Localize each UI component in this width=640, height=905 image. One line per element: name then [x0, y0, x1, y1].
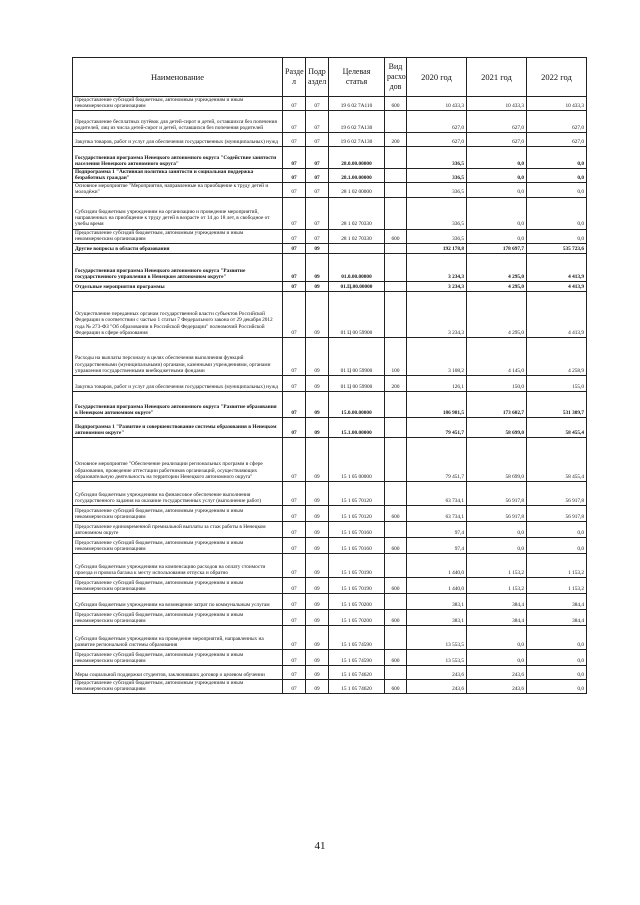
cell-2022: 0,0	[527, 537, 587, 553]
cell-2020: 336,5	[407, 197, 467, 229]
cell-2022: 0,0	[527, 147, 587, 169]
cell-2020: 192 178,8	[407, 243, 467, 253]
cell-subsection: 09	[306, 437, 329, 481]
cell-2021: 627,0	[467, 111, 527, 133]
cell-2022: 4 413,9	[527, 281, 587, 291]
cell-section: 07	[283, 505, 306, 521]
cell-target-article: 15.1.00.00000	[329, 417, 385, 437]
cell-2021: 0,0	[467, 649, 527, 665]
cell-subsection: 09	[306, 625, 329, 649]
cell-2021: 0,0	[467, 183, 527, 197]
cell-2021: 56 917,8	[467, 481, 527, 505]
header-year-2022: 2022 год	[527, 58, 587, 97]
cell-expense-type	[385, 281, 407, 291]
cell-subsection: 09	[306, 553, 329, 577]
cell-section: 07	[283, 243, 306, 253]
cell-target-article	[329, 243, 385, 253]
cell-expense-type	[385, 291, 407, 337]
cell-name: Предоставление субсидий бюджетным, автономным учреждениям и иным некоммерческим организациям	[73, 609, 283, 625]
cell-2022: 0,0	[527, 169, 587, 183]
cell-expense-type: 600	[385, 679, 407, 693]
cell-2022: 155,0	[527, 375, 587, 391]
cell-name: Предоставление единовременной премиальной выплаты за стаж работы в Ненецком автономном округе	[73, 521, 283, 537]
cell-subsection: 09	[306, 391, 329, 417]
cell-2021: 4 295,0	[467, 281, 527, 291]
cell-2022: 0,0	[527, 183, 587, 197]
cell-2020: 336,5	[407, 183, 467, 197]
cell-2020: 1 440,0	[407, 577, 467, 593]
table-row	[73, 593, 587, 609]
cell-2020: 97,4	[407, 537, 467, 553]
cell-expense-type	[385, 665, 407, 679]
cell-expense-type: 600	[385, 229, 407, 243]
cell-target-article: 01.Ц.00.00000	[329, 281, 385, 291]
cell-2021: 243,6	[467, 679, 527, 693]
cell-2020: 79 451,7	[407, 437, 467, 481]
cell-2020: 336,5	[407, 147, 467, 169]
budget-page	[72, 57, 586, 694]
cell-expense-type: 600	[385, 609, 407, 625]
cell-name: Основное мероприятие "Обеспечение реализации региональных программ в сфере образования, проведение аттестации работников организаций, осуществляющих образовательную деятельность на территории Ненецкого автономного округа"	[73, 437, 283, 481]
cell-section: 07	[283, 553, 306, 577]
cell-name: Государственная программа Ненецкого автономного округа "Развитие государственного управления в Ненецком автономном округе"	[73, 253, 283, 281]
cell-subsection: 09	[306, 375, 329, 391]
cell-2021: 0,0	[467, 537, 527, 553]
header-section: Разде л	[283, 58, 306, 97]
cell-expense-type	[385, 521, 407, 537]
cell-target-article: 15 1 05 74620	[329, 665, 385, 679]
cell-section: 07	[283, 111, 306, 133]
cell-subsection: 07	[306, 169, 329, 183]
cell-2020: 383,1	[407, 609, 467, 625]
cell-expense-type: 600	[385, 577, 407, 593]
cell-2021: 627,0	[467, 133, 527, 147]
table-row	[73, 197, 587, 229]
cell-2021: 384,4	[467, 609, 527, 625]
cell-subsection: 09	[306, 337, 329, 375]
cell-expense-type	[385, 243, 407, 253]
cell-subsection: 09	[306, 505, 329, 521]
cell-subsection: 07	[306, 133, 329, 147]
cell-subsection: 07	[306, 197, 329, 229]
cell-2022: 58 455,4	[527, 437, 587, 481]
cell-expense-type	[385, 169, 407, 183]
cell-name: Меры социальной поддержки студентов, заключивших договор о целевом обучении	[73, 665, 283, 679]
cell-target-article: 28 1 02 70330	[329, 229, 385, 243]
cell-2022: 0,0	[527, 625, 587, 649]
table-row	[73, 609, 587, 625]
cell-name: Подпрограмма 1 "Развитие и совершенствование системы образования в Ненецком автономном округе"	[73, 417, 283, 437]
cell-name: Субсидии бюджетным учреждениям на компенсацию расходов на оплату стоимости проезда и провоза багажа к месту использования отпуска и обратно	[73, 553, 283, 577]
cell-2022: 535 723,6	[527, 243, 587, 253]
cell-2020: 3 234,3	[407, 291, 467, 337]
cell-section: 07	[283, 593, 306, 609]
cell-expense-type	[385, 593, 407, 609]
cell-subsection: 09	[306, 243, 329, 253]
cell-2020: 79 451,7	[407, 417, 467, 437]
cell-section: 07	[283, 577, 306, 593]
cell-2022: 627,0	[527, 111, 587, 133]
cell-section: 07	[283, 665, 306, 679]
cell-subsection: 09	[306, 253, 329, 281]
cell-section: 07	[283, 609, 306, 625]
cell-expense-type	[385, 183, 407, 197]
table-row	[73, 229, 587, 243]
cell-2022: 531 309,7	[527, 391, 587, 417]
table-row	[73, 243, 587, 253]
cell-2021: 0,0	[467, 521, 527, 537]
cell-subsection: 09	[306, 537, 329, 553]
cell-2020: 3 108,2	[407, 337, 467, 375]
cell-name: Предоставление субсидий бюджетным, автономным учреждениям и иным некоммерческим организациям	[73, 649, 283, 665]
cell-2022: 4 413,9	[527, 291, 587, 337]
cell-2021: 4 145,0	[467, 337, 527, 375]
cell-2021: 4 295,0	[467, 291, 527, 337]
cell-name: Субсидии бюджетным учреждениям на возмещение затрат по коммунальным услугам	[73, 593, 283, 609]
cell-2020: 186 981,5	[407, 391, 467, 417]
cell-2021: 4 295,0	[467, 253, 527, 281]
cell-subsection: 07	[306, 229, 329, 243]
cell-section: 07	[283, 417, 306, 437]
cell-section: 07	[283, 337, 306, 375]
cell-expense-type	[385, 391, 407, 417]
cell-name: Закупка товаров, работ и услуг для обеспечения государственных (муниципальных) нужд	[73, 375, 283, 391]
cell-name: Основное мероприятие "Мероприятия, направленные на приобщение к труду детей и молодёжи"	[73, 183, 283, 197]
cell-2022: 56 917,8	[527, 481, 587, 505]
cell-2021: 10 433,3	[467, 97, 527, 111]
cell-section: 07	[283, 679, 306, 693]
cell-2020: 63 734,1	[407, 481, 467, 505]
cell-2020: 63 734,1	[407, 505, 467, 521]
cell-name: Предоставление бесплатных путёвок для детей-сирот и детей, оставшихся без попечения родителей, лиц из числа детей-сирот и детей, оставшихся без попечения родителей	[73, 111, 283, 133]
cell-name: Предоставление субсидий бюджетным, автономным учреждениям и иным некоммерческим организациям	[73, 229, 283, 243]
table-row	[73, 133, 587, 147]
cell-2021: 150,0	[467, 375, 527, 391]
cell-target-article: 28.0.00.00000	[329, 147, 385, 169]
cell-name: Субсидии бюджетным учреждениям на финансовое обеспечение выполнения государственного задания на оказание государственных услуг (выполнение работ)	[73, 481, 283, 505]
table-row	[73, 481, 587, 505]
cell-subsection: 09	[306, 291, 329, 337]
cell-name: Предоставление субсидий бюджетным, автономным учреждениям и иным некоммерческим организациям	[73, 537, 283, 553]
cell-2022: 4 258,9	[527, 337, 587, 375]
header-name: Наименование	[73, 58, 283, 97]
cell-subsection: 07	[306, 183, 329, 197]
cell-expense-type: 200	[385, 133, 407, 147]
cell-expense-type: 600	[385, 537, 407, 553]
cell-section: 07	[283, 169, 306, 183]
cell-subsection: 07	[306, 111, 329, 133]
header-year-2021: 2021 год	[467, 58, 527, 97]
table-row	[73, 553, 587, 577]
cell-target-article: 15 1 05 70160	[329, 537, 385, 553]
cell-2022: 384,4	[527, 593, 587, 609]
cell-target-article: 01.0.00.00000	[329, 253, 385, 281]
cell-name: Субсидии бюджетным учреждениям на организацию и проведение мероприятий, направленных на приобщение к труду детей в возрасте от 14 до 18 лет, в свободное от учебы время	[73, 197, 283, 229]
cell-2022: 0,0	[527, 197, 587, 229]
cell-2020: 1 440,0	[407, 553, 467, 577]
cell-target-article: 15 1 05 74620	[329, 679, 385, 693]
cell-target-article: 19 6 02 7А130	[329, 133, 385, 147]
cell-target-article: 15 1 05 70200	[329, 609, 385, 625]
cell-2021: 58 699,0	[467, 437, 527, 481]
cell-target-article: 15 1 05 70190	[329, 577, 385, 593]
cell-target-article: 15 1 05 70190	[329, 553, 385, 577]
cell-target-article: 15 1 05 70120	[329, 505, 385, 521]
header-expense-type: Вид расхо дов	[385, 58, 407, 97]
cell-expense-type	[385, 553, 407, 577]
cell-section: 07	[283, 183, 306, 197]
cell-2022: 0,0	[527, 665, 587, 679]
cell-2022: 384,4	[527, 609, 587, 625]
cell-subsection: 09	[306, 665, 329, 679]
cell-expense-type: 600	[385, 97, 407, 111]
table-row	[73, 437, 587, 481]
cell-2020: 3 234,3	[407, 253, 467, 281]
table-row	[73, 521, 587, 537]
cell-section: 07	[283, 197, 306, 229]
cell-target-article: 15 1 05 70160	[329, 521, 385, 537]
cell-target-article: 28.1.00.00000	[329, 169, 385, 183]
page-number: 41	[314, 840, 326, 852]
cell-target-article: 15 1 05 74590	[329, 649, 385, 665]
cell-name: Закупка товаров, работ и услуг для обеспечения государственных (муниципальных) нужд	[73, 133, 283, 147]
cell-2021: 243,6	[467, 665, 527, 679]
budget-table	[72, 57, 587, 694]
cell-target-article: 28 1 02 70330	[329, 197, 385, 229]
table-row	[73, 147, 587, 169]
cell-target-article: 15 1 05 00000	[329, 437, 385, 481]
cell-target-article: 15 1 05 70200	[329, 593, 385, 609]
cell-2021: 0,0	[467, 147, 527, 169]
cell-name: Предоставление субсидий бюджетным, автономным учреждениям и иным некоммерческим организациям	[73, 505, 283, 521]
cell-section: 07	[283, 97, 306, 111]
cell-2022: 0,0	[527, 679, 587, 693]
table-row	[73, 111, 587, 133]
table-row	[73, 375, 587, 391]
cell-subsection: 07	[306, 97, 329, 111]
cell-2021: 56 917,8	[467, 505, 527, 521]
cell-2021: 1 153,2	[467, 577, 527, 593]
cell-target-article: 01 Ц 00 59900	[329, 337, 385, 375]
table-row	[73, 537, 587, 553]
table-row	[73, 505, 587, 521]
cell-section: 07	[283, 537, 306, 553]
cell-2021: 384,4	[467, 593, 527, 609]
cell-name: Расходы на выплаты персоналу в целях обеспечения выполнения функций государственными (муниципальными) органами, казенными учреждениями, органами управления государственными внебюджетными фондами	[73, 337, 283, 375]
cell-name: Государственная программа Ненецкого автономного округа "Развитие образования в Ненецком автономном округе"	[73, 391, 283, 417]
cell-2021: 1 153,2	[467, 553, 527, 577]
cell-section: 07	[283, 521, 306, 537]
cell-subsection: 09	[306, 521, 329, 537]
cell-2022: 0,0	[527, 521, 587, 537]
table-row	[73, 417, 587, 437]
cell-expense-type: 600	[385, 505, 407, 521]
cell-2021: 0,0	[467, 229, 527, 243]
cell-2021: 58 699,0	[467, 417, 527, 437]
cell-2022: 0,0	[527, 649, 587, 665]
cell-2020: 13 553,5	[407, 649, 467, 665]
header-target-article: Целевая статья	[329, 58, 385, 97]
cell-name: Субсидии бюджетным учреждениям на проведение мероприятий, направленных на развитие региональной системы образования	[73, 625, 283, 649]
cell-expense-type	[385, 417, 407, 437]
table-row	[73, 253, 587, 281]
cell-name: Государственная программа Ненецкого автономного округа "Содействие занятости населения Ненецкого автономного округа"	[73, 147, 283, 169]
cell-expense-type	[385, 625, 407, 649]
cell-subsection: 09	[306, 417, 329, 437]
cell-section: 07	[283, 133, 306, 147]
cell-2020: 336,5	[407, 169, 467, 183]
cell-expense-type: 100	[385, 337, 407, 375]
cell-section: 07	[283, 375, 306, 391]
cell-2021: 178 697,7	[467, 243, 527, 253]
cell-target-article: 19 6 02 7А130	[329, 111, 385, 133]
cell-subsection: 09	[306, 481, 329, 505]
cell-2021: 173 602,7	[467, 391, 527, 417]
cell-section: 07	[283, 229, 306, 243]
cell-subsection: 09	[306, 609, 329, 625]
cell-2021: 0,0	[467, 625, 527, 649]
cell-2020: 97,4	[407, 521, 467, 537]
cell-section: 07	[283, 391, 306, 417]
cell-2020: 3 234,3	[407, 281, 467, 291]
cell-2020: 243,6	[407, 665, 467, 679]
cell-2022: 56 917,8	[527, 505, 587, 521]
cell-2020: 126,1	[407, 375, 467, 391]
table-row	[73, 183, 587, 197]
cell-section: 07	[283, 291, 306, 337]
cell-expense-type	[385, 197, 407, 229]
cell-subsection: 09	[306, 577, 329, 593]
cell-section: 07	[283, 481, 306, 505]
cell-name: Предоставление субсидий бюджетным, автономным учреждениям и иным некоммерческим организациям	[73, 97, 283, 111]
cell-expense-type	[385, 147, 407, 169]
cell-section: 07	[283, 253, 306, 281]
cell-section: 07	[283, 625, 306, 649]
table-row	[73, 291, 587, 337]
cell-name: Подпрограмма 1 "Активная политика занятости и социальная поддержка безработных граждан"	[73, 169, 283, 183]
cell-2020: 243,6	[407, 679, 467, 693]
cell-section: 07	[283, 649, 306, 665]
table-row	[73, 625, 587, 649]
cell-name: Предоставление субсидий бюджетным, автономным учреждениям и иным некоммерческим организациям	[73, 679, 283, 693]
cell-name: Другие вопросы в области образования	[73, 243, 283, 253]
cell-expense-type: 600	[385, 649, 407, 665]
table-row	[73, 649, 587, 665]
cell-expense-type	[385, 481, 407, 505]
cell-target-article: 15 1 05 74590	[329, 625, 385, 649]
table-row	[73, 337, 587, 375]
table-row	[73, 665, 587, 679]
cell-target-article: 15.0.00.00000	[329, 391, 385, 417]
table-row	[73, 97, 587, 111]
table-row	[73, 391, 587, 417]
cell-expense-type: 200	[385, 375, 407, 391]
cell-target-article: 15 1 05 70120	[329, 481, 385, 505]
cell-subsection: 09	[306, 281, 329, 291]
cell-subsection: 07	[306, 147, 329, 169]
cell-section: 07	[283, 281, 306, 291]
cell-target-article: 28 1 02 00000	[329, 183, 385, 197]
cell-2022: 58 455,4	[527, 417, 587, 437]
cell-2022: 1 153,2	[527, 577, 587, 593]
table-body	[73, 97, 587, 694]
cell-expense-type	[385, 111, 407, 133]
cell-target-article: 01 Ц 00 59900	[329, 375, 385, 391]
cell-2022: 627,0	[527, 133, 587, 147]
table-row	[73, 281, 587, 291]
cell-name: Осуществление переданных органам государственной власти субъектов Российской Федерации в соответствии с частью 1 статьи 7 Федерального закона от 29 декабря 2012 года № 273-ФЗ "Об образовании в Российской Федерации" полномочий Российской Федерации в сфере образования	[73, 291, 283, 337]
cell-2020: 336,5	[407, 229, 467, 243]
header-subsection: Подр аздел	[306, 58, 329, 97]
cell-2020: 10 433,3	[407, 97, 467, 111]
cell-name: Отдельные мероприятия программы	[73, 281, 283, 291]
table-row	[73, 577, 587, 593]
cell-section: 07	[283, 147, 306, 169]
cell-2022: 4 413,9	[527, 253, 587, 281]
cell-expense-type	[385, 437, 407, 481]
cell-2022: 1 153,2	[527, 553, 587, 577]
header-year-2020: 2020 год	[407, 58, 467, 97]
cell-name: Предоставление субсидий бюджетным, автономным учреждениям и иным некоммерческим организациям	[73, 577, 283, 593]
cell-2021: 0,0	[467, 169, 527, 183]
cell-2022: 0,0	[527, 229, 587, 243]
cell-subsection: 09	[306, 593, 329, 609]
cell-expense-type	[385, 253, 407, 281]
table-header-row	[73, 58, 587, 97]
cell-2020: 627,0	[407, 111, 467, 133]
cell-subsection: 09	[306, 679, 329, 693]
cell-section: 07	[283, 437, 306, 481]
cell-subsection: 09	[306, 649, 329, 665]
cell-2020: 13 553,5	[407, 625, 467, 649]
cell-2020: 627,0	[407, 133, 467, 147]
cell-target-article: 01 Ц 00 59900	[329, 291, 385, 337]
cell-2022: 10 433,3	[527, 97, 587, 111]
cell-target-article: 19 6 02 7А110	[329, 97, 385, 111]
table-row	[73, 169, 587, 183]
cell-2021: 0,0	[467, 197, 527, 229]
cell-2020: 383,1	[407, 593, 467, 609]
table-row	[73, 679, 587, 693]
